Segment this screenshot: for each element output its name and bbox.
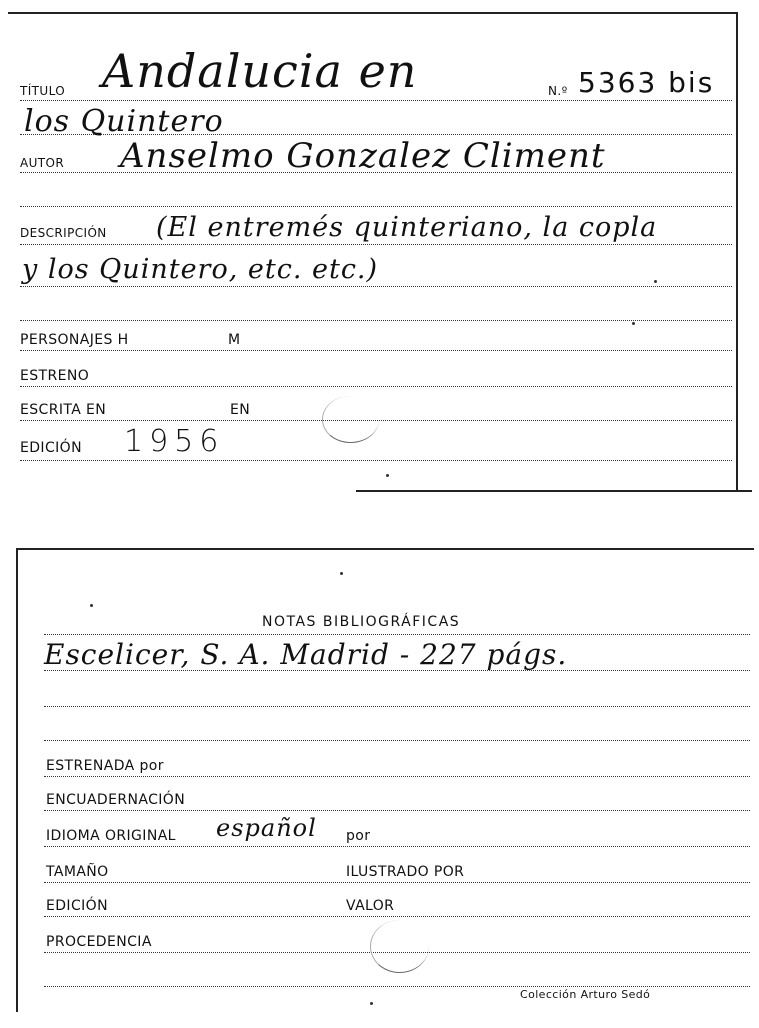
speck: [386, 474, 389, 477]
card-top-bottom-edge: [356, 490, 752, 492]
en-label: EN: [230, 402, 251, 418]
numero-label: N.º: [548, 84, 568, 98]
coleccion-label: Colección Arturo Sedó: [520, 988, 651, 1001]
estrenada-label: ESTRENADA por: [46, 758, 164, 774]
estreno-label: ESTRENO: [20, 368, 90, 384]
tamano-label: TAMAÑO: [46, 864, 109, 880]
edicion-bottom-line: [44, 916, 750, 917]
estreno-line: [20, 386, 732, 387]
titulo-value: Andalucia en: [102, 44, 418, 98]
personajes-label: PERSONAJES H: [20, 332, 129, 348]
titulo-value-2: los Quintero: [24, 104, 224, 139]
blank-line-d: [44, 986, 750, 987]
speck: [632, 322, 635, 325]
escrita-en-label: ESCRITA EN: [20, 402, 107, 418]
edicion-value: 1956: [124, 424, 225, 459]
edicion-label: EDICIÓN: [20, 440, 82, 456]
ilustrado-label: ILUSTRADO POR: [346, 864, 465, 880]
descripcion-line: [20, 244, 732, 245]
numero-value: 5363 bis: [578, 66, 715, 99]
idioma-label: IDIOMA ORIGINAL: [46, 828, 176, 844]
procedencia-label: PROCEDENCIA: [46, 934, 152, 950]
idioma-value: español: [216, 814, 317, 842]
descripcion-label: DESCRIPCIÓN: [20, 226, 107, 240]
blank-line-c: [44, 740, 750, 741]
tamano-line: [44, 882, 750, 883]
edicion-bottom-label: EDICIÓN: [46, 898, 108, 914]
separator-line: [20, 206, 732, 207]
titulo-line: [20, 100, 732, 101]
notas-line-2: [44, 670, 750, 671]
speck: [90, 604, 93, 607]
descripcion-line-2: [20, 286, 732, 287]
estrenada-line: [44, 776, 750, 777]
punch-hole-bottom: [370, 920, 429, 973]
speck: [370, 1002, 373, 1005]
blank-line-b: [44, 706, 750, 707]
autor-value: Anselmo Gonzalez Climent: [120, 136, 606, 176]
blank-line-a: [20, 320, 732, 321]
speck: [340, 572, 343, 575]
notas-value: Escelicer, S. A. Madrid - 227 págs.: [44, 638, 568, 671]
personajes-m-label: M: [228, 332, 241, 348]
speck: [654, 280, 657, 283]
titulo-label: TÍTULO: [20, 84, 66, 98]
notas-line: [44, 634, 750, 635]
autor-label: AUTOR: [20, 156, 65, 170]
descripcion-value: (El entremés quinteriano, la copla: [156, 212, 658, 243]
notas-title: NOTAS BIBLIOGRÁFICAS: [262, 614, 461, 630]
idioma-line: [44, 846, 750, 847]
valor-label: VALOR: [346, 898, 395, 914]
edicion-line: [20, 460, 732, 461]
punch-hole-top: [322, 396, 379, 443]
encuadernacion-label: ENCUADERNACIÓN: [46, 792, 186, 808]
encuadernacion-line: [44, 810, 750, 811]
personajes-line: [20, 350, 732, 351]
descripcion-value-2: y los Quintero, etc. etc.): [22, 254, 379, 285]
idioma-por-label: por: [346, 828, 371, 844]
